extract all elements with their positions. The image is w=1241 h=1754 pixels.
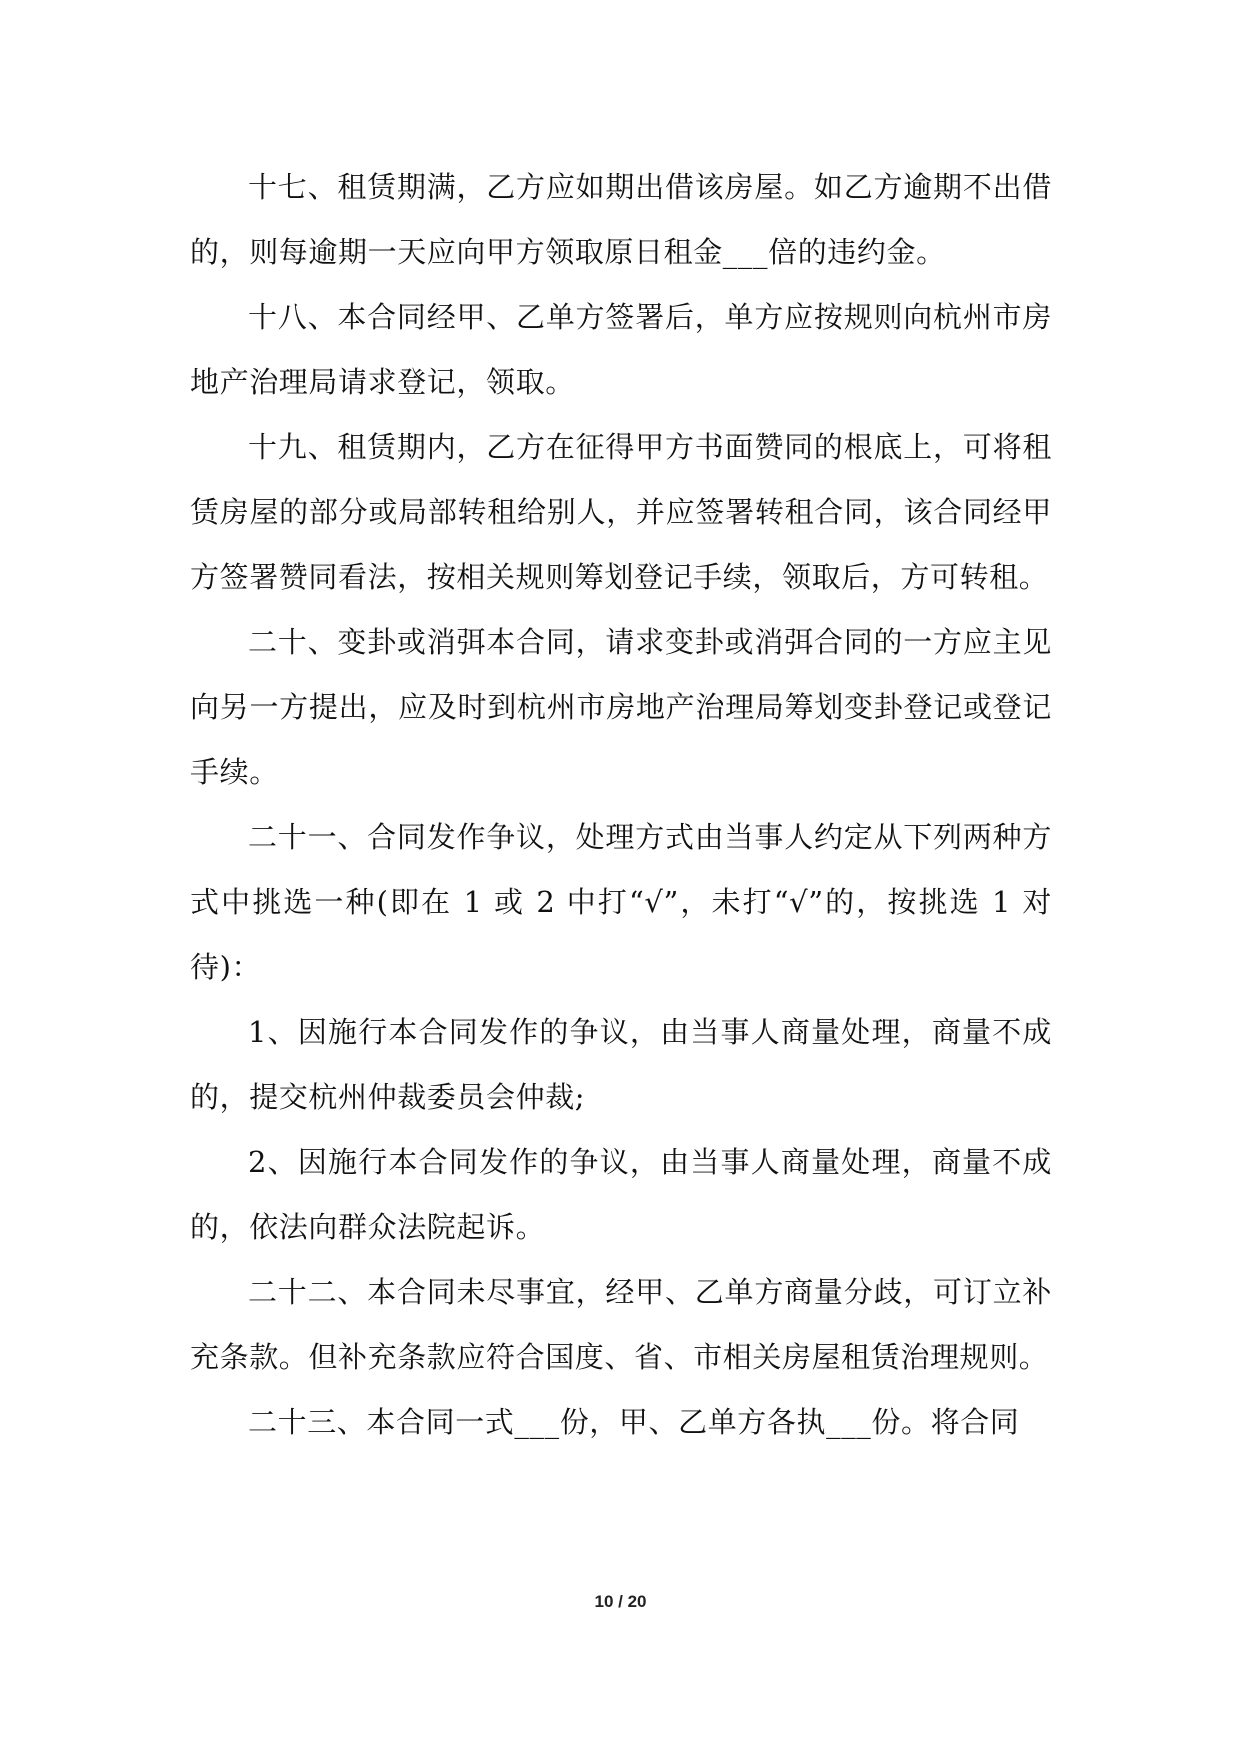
- page-number: 10 / 20: [594, 1592, 647, 1611]
- clause-23: 二十三、本合同一式___份，甲、乙单方各执___份。将合同: [248, 1405, 1020, 1439]
- clause-21-option-2: 2、因施行本合同发作的争议，由当事人商量处理，商量不成的，依法向群众法院起诉。: [190, 1145, 1052, 1244]
- document-body: [190, 155, 1052, 1455]
- clause-17: 十七、租赁期满，乙方应如期出借该房屋。如乙方逾期不出借的，则每逾期一天应向甲方领取原日租金___倍的违约金。: [190, 170, 1052, 269]
- clause-21: 二十一、合同发作争议，处理方式由当事人约定从下列两种方式中挑选一种(即在 1 或 2 中打“√”，未打“√”的，按挑选 1 对待)：: [190, 820, 1052, 984]
- clause-22: 二十二、本合同未尽事宜，经甲、乙单方商量分歧，可订立补充条款。但补充条款应符合国度、省、市相关房屋租赁治理规则。: [190, 1275, 1052, 1374]
- clause-18: 十八、本合同经甲、乙单方签署后，单方应按规则向杭州市房地产治理局请求登记，领取。: [190, 300, 1052, 399]
- clause-19: 十九、租赁期内，乙方在征得甲方书面赞同的根底上，可将租赁房屋的部分或局部转租给别人，并应签署转租合同，该合同经甲方签署赞同看法，按相关规则筹划登记手续，领取后，方可转租。: [190, 430, 1052, 594]
- clause-21-option-1: 1、因施行本合同发作的争议，由当事人商量处理，商量不成的，提交杭州仲裁委员会仲裁;: [190, 1015, 1052, 1114]
- clause-20: 二十、变卦或消弭本合同，请求变卦或消弭合同的一方应主见向另一方提出，应及时到杭州市房地产治理局筹划变卦登记或登记手续。: [190, 625, 1052, 789]
